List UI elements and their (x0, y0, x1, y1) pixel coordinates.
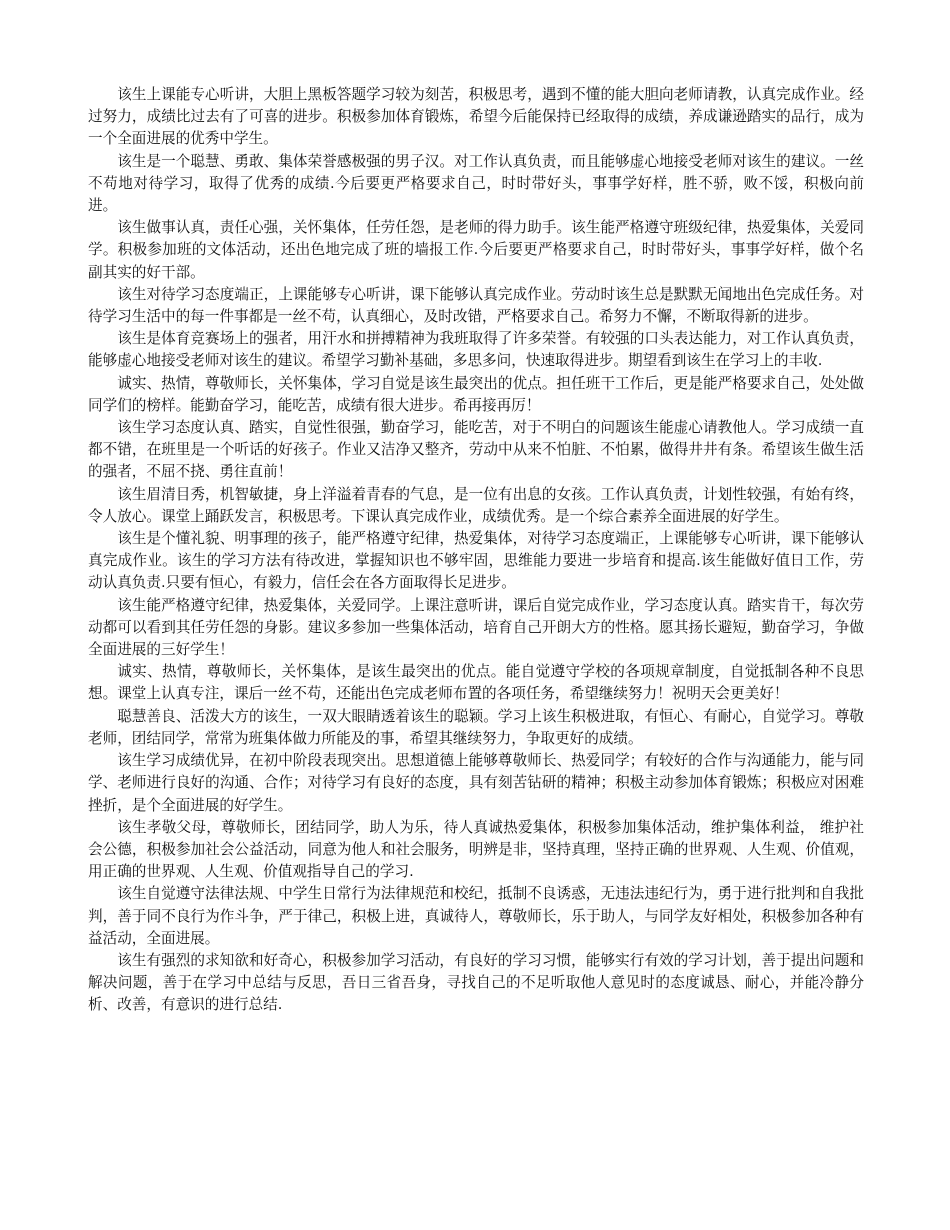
comment-paragraph-10: 该生能严格遵守纪律，热爱集体，关爱同学。上课注意听讲，课后自觉完成作业，学习态度认真。踏实肯干，每次劳动都可以看到其任劳任怨的身影。建议多参加一些集体活动，培育自己开朗大方的性格。愿其扬长避短，勤奋学习，争做全面进展的三好学生！ (88, 596, 864, 659)
comment-paragraph-4: 该生对待学习态度端正，上课能够专心听讲，课下能够认真完成作业。劳动时该生总是默默无闻地出色完成任务。对待学习生活中的每一件事都是一丝不苟，认真细心，及时改错，严格要求自己。希努力不懈，不断取得新的进步。 (88, 285, 864, 326)
comment-paragraph-11: 诚实、热情，尊敬师长，关怀集体，是该生最突出的优点。能自觉遵守学校的各项规章制度，自觉抵制各种不良思想。课堂上认真专注，课后一丝不苟，还能出色完成老师布置的各项任务，希望继续努力！祝明天会更美好！ (88, 663, 864, 703)
comment-paragraph-13: 该生学习成绩优异，在初中阶段表现突出。思想道德上能够尊敬师长、热爱同学；有较好的合作与沟通能力，能与同学、老师进行良好的沟通、合作；对待学习有良好的态度，具有刻苦钻研的精神；积极主动参加体育锻炼；积极应对困难挫折，是个全面进展的好学生。 (88, 752, 864, 814)
comment-paragraph-7: 该生学习态度认真、踏实，自觉性很强，勤奋学习，能吃苦，对于不明白的问题该生能虚心请教他人。学习成绩一直都不错，在班里是一个听话的好孩子。作业又洁净又整齐，劳动中从来不怕脏、不怕累，做得井井有条。希望该生做生活的强者，不屈不挠、勇往直前！ (88, 419, 864, 481)
comment-paragraph-15: 该生自觉遵守法律法规、中学生日常行为法律规范和校纪，抵制不良诱惑，无违法违纪行为，勇于进行批判和自我批判，善于同不良行为作斗争，严于律己，积极上进，真诚待人，尊敬师长，乐于助人，与同学友好相处，积极参加各种有益活动，全面进展。 (88, 885, 864, 947)
comment-paragraph-12: 聪慧善良、活泼大方的该生，一双大眼睛透着该生的聪颖。学习上该生积极进取，有恒心、有耐心，自觉学习。尊敬老师，团结同学，常常为班集体做力所能及的事，希望其继续努力，争取更好的成绩。 (88, 707, 864, 747)
comment-paragraph-8: 该生眉清目秀，机智敏捷，身上洋溢着青春的气息，是一位有出息的女孩。工作认真负责，计划性较强，有始有终，令人放心。课堂上踊跃发言，积极思考。下课认真完成作业，成绩优秀。是一个综合素养全面进展的好学生。 (88, 485, 864, 525)
comment-paragraph-1: 该生上课能专心听讲，大胆上黑板答题学习较为刻苦，积极思考，遇到不懂的能大胆向老师请教，认真完成作业。经过努力，成绩比过去有了可喜的进步。积极参加体育锻炼，希望今后能保持已经取得的成绩，养成谦逊踏实的品行，成为一个全面进展的优秀中学生。 (88, 86, 864, 148)
comment-paragraph-2: 该生是一个聪慧、勇敢、集体荣誉感极强的男子汉。对工作认真负责，而且能够虚心地接受老师对该生的建议。一丝不苟地对待学习，取得了优秀的成绩.今后要更严格要求自己，时时带好头，事事学好样，胜不骄，败不馁，积极向前进。 (88, 152, 864, 215)
comment-paragraph-6: 诚实、热情，尊敬师长，关怀集体，学习自觉是该生最突出的优点。担任班干工作后，更是能严格要求自己，处处做同学们的榜样。能勤奋学习，能吃苦，成绩有很大进步。希再接再厉！ (88, 374, 864, 414)
document-body (88, 84, 864, 1017)
comment-paragraph-16: 该生有强烈的求知欲和好奇心，积极参加学习活动，有良好的学习习惯，能够实行有效的学习计划，善于提出问题和解决问题，善于在学习中总结与反思，吾日三省吾身，寻找自己的不足听取他人意见时的态度诚恳、耐心，并能冷静分析、改善，有意识的进行总结. (88, 951, 864, 1014)
comment-paragraph-9: 该生是个懂礼貌、明事理的孩子，能严格遵守纪律，热爱集体，对待学习态度端正，上课能够专心听讲，课下能够认真完成作业。该生的学习方法有待改进，掌握知识也不够牢固，思维能力要进一步培育和提高.该生能做好值日工作，劳动认真负责.只要有恒心，有毅力，信任会在各方面取得长足进步。 (88, 530, 864, 592)
comment-paragraph-14: 该生孝敬父母，尊敬师长，团结同学，助人为乐，待人真诚热爱集体，积极参加集体活动，维护集体利益， 维护社会公德，积极参加社会公益活动，同意为他人和社会服务，明辨是非，坚持真理，坚持正确的世界观、人生观、价值观，用正确的世界观、人生观、价值观指导自己的学习. (88, 818, 864, 881)
comment-paragraph-3: 该生做事认真，责任心强，关怀集体，任劳任怨，是老师的得力助手。该生能严格遵守班级纪律，热爱集体，关爱同学。积极参加班的文体活动，还出色地完成了班的墙报工作.今后要更严格要求自己，时时带好头，事事学好样，做个名副其实的好干部。 (88, 219, 864, 281)
comment-paragraph-5: 该生是体育竞赛场上的强者，用汗水和拼搏精神为我班取得了许多荣誉。有较强的口头表达能力，对工作认真负责，能够虚心地接受老师对该生的建议。希望学习勤补基础，多思多问，快速取得进步。期望看到该生在学习上的丰收. (88, 330, 864, 370)
